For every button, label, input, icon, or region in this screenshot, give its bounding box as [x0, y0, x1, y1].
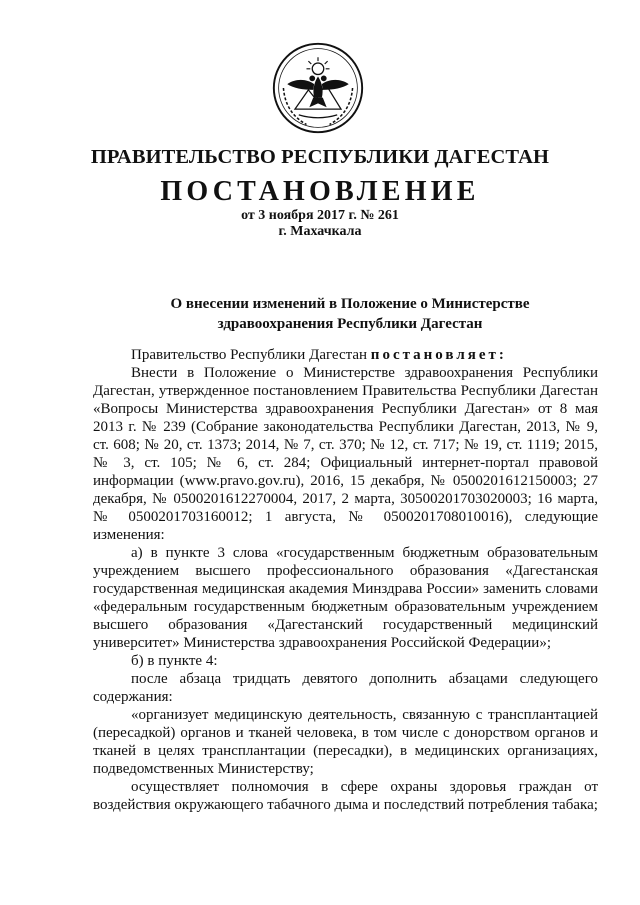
document-date-number: от 3 ноября 2017 г. № 261	[241, 208, 399, 223]
intro-text: Правительство Республики Дагестан	[131, 347, 371, 363]
body-paragraph: б) в пункте 4:	[131, 653, 218, 669]
government-name: ПРАВИТЕЛЬСТВО РЕСПУБЛИКИ ДАГЕСТАН	[90, 146, 550, 168]
document-body	[93, 346, 598, 814]
dagestan-coat-of-arms-icon	[270, 40, 366, 136]
body-paragraph: Внести в Положение о Министерстве здравоохранения Республики Дагестан, утвержденное постановлением Правительства Республики Дагестан «Вопросы Министерства здравоохранения Республики Дагестан» от 8 мая 2013 г. № 239 (Собрание законодательства Республики Дагестан, 2013, № 9, ст. 608; № 20, ст. 1373; 2014, № 7, ст. 370; № 12, ст. 717; № 19, ст. 1119; 2015, № 3, ст. 105; № 6, ст. 284; Официальный интернет-портал правовой информации (www.pravo.gov.ru), 2016, 15 декабря, № 0500201612150003; 27 декабря, № 0500201612270004, 2017, 2 марта, 30500201703020003; 16 марта, № 0500201703160012; 1 августа, № 0500201708010016), следующие изменения:	[93, 365, 598, 543]
document-kind-title: ПОСТАНОВЛЕНИЕ	[160, 176, 480, 207]
intro-verb: постановляет:	[370, 347, 507, 363]
body-paragraph: «организует медицинскую деятельность, связанную с трансплантацией (пересадкой) органов и тканей человека, в том числе с донорством органов и тканей в целях трансплантации (пересадки), в медицинских организациях, подведомственных Министерству;	[93, 707, 598, 777]
body-paragraph: а) в пункте 3 слова «государственным бюджетным образовательным учреждением высшего профессионального образования «Дагестанская государственная медицинская академия Минздрава России» заменить словами «федеральным государственным бюджетным образовательным учреждением высшего образования «Дагестанский государственный медицинский университет» Министерства здравоохранения Российской Федерации»;	[93, 545, 598, 651]
subject-line-2: здравоохранения Республики Дагестан	[217, 316, 483, 332]
document-subject	[150, 294, 550, 334]
subject-line-1: О внесении изменений в Положение о Министерстве	[170, 296, 530, 312]
body-paragraph: осуществляет полномочия в сфере охраны здоровья граждан от воздействия окружающего табачного дыма и последствий потребления табака;	[93, 779, 598, 813]
intro-paragraph	[93, 346, 598, 364]
body-paragraph: после абзаца тридцать девятого дополнить абзацами следующего содержания:	[93, 671, 598, 705]
document-city: г. Махачкала	[278, 224, 362, 239]
